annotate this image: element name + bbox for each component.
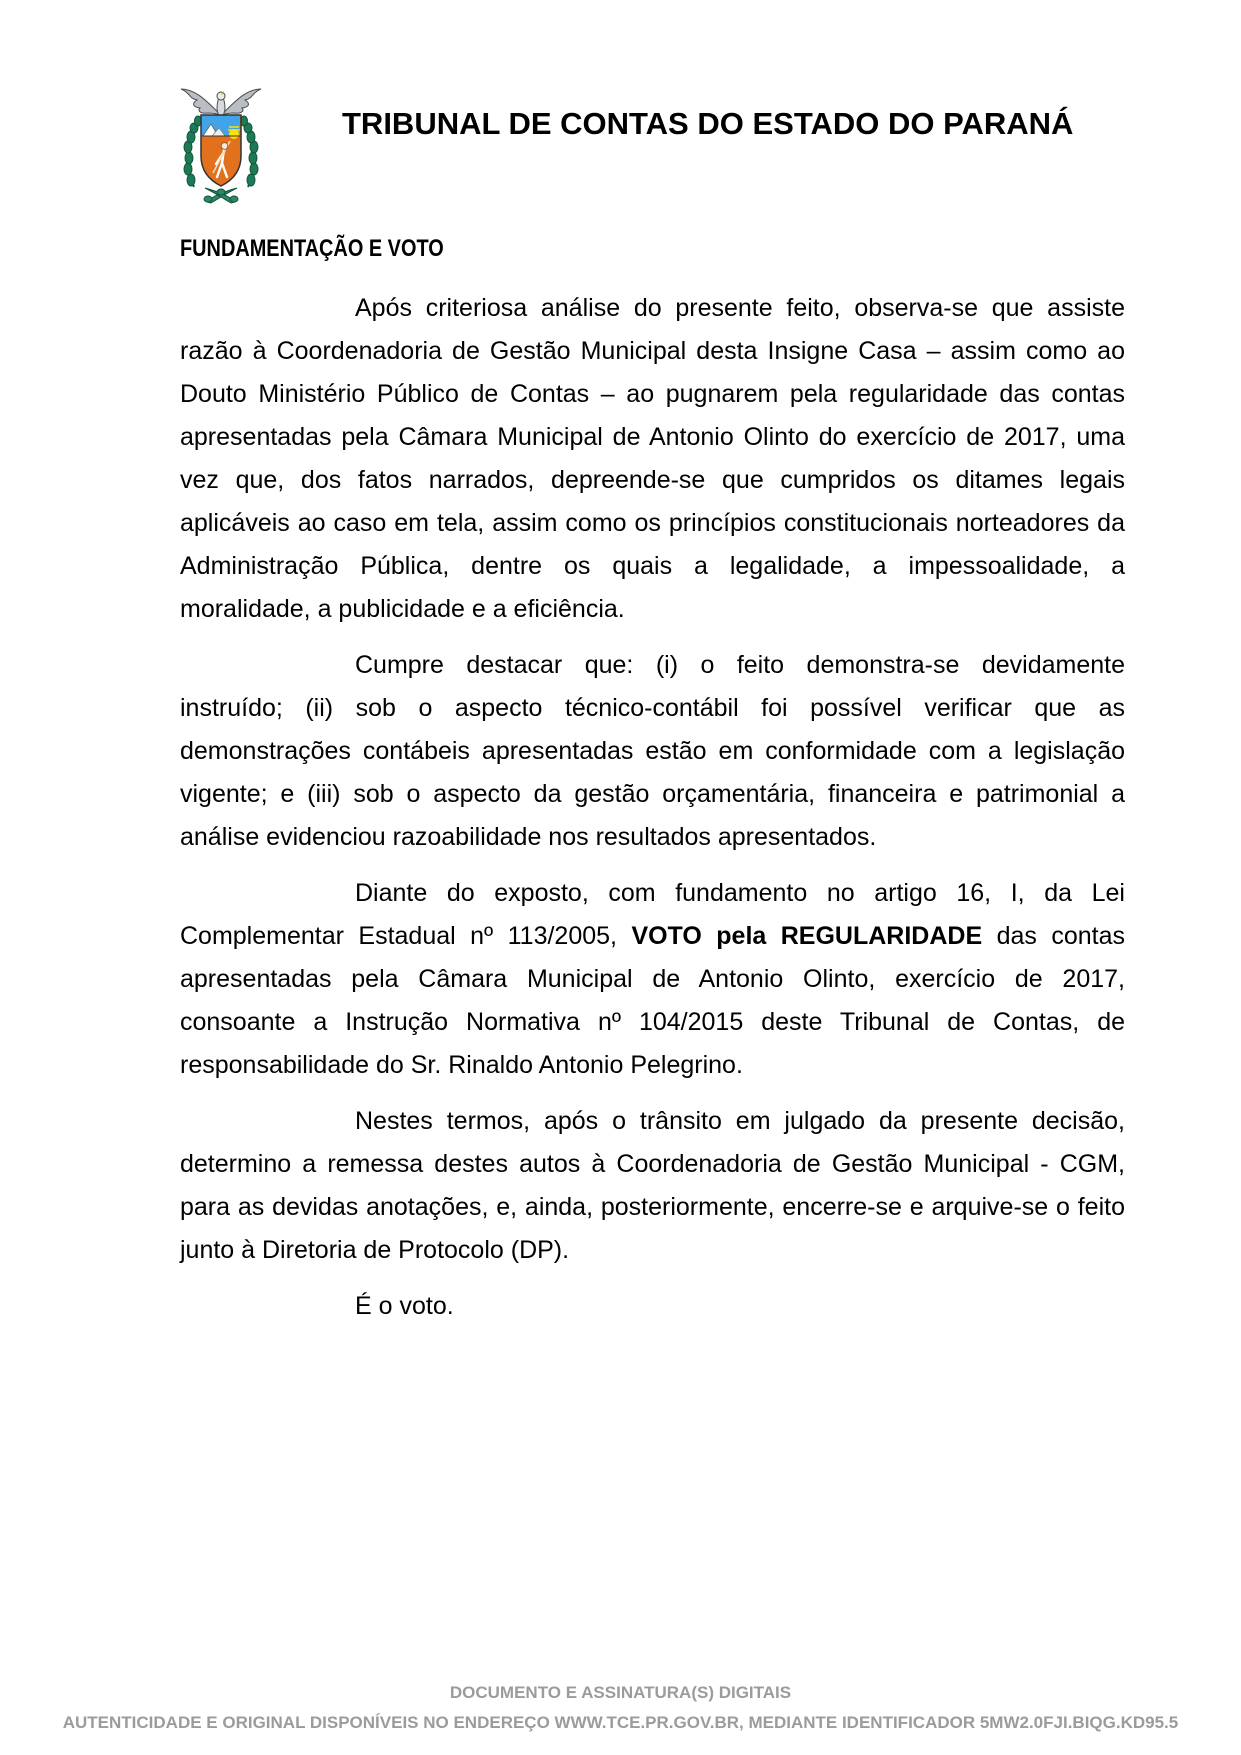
eagle-crest: [181, 89, 261, 117]
body-paragraph: Após criteriosa análise do presente feito, observa-se que assiste razão à Coordenadoria de Gestão Municipal desta Insigne Casa – assim como ao Douto Ministério Público de Contas – ao pugnarem pela regularidade das contas apresentadas pela Câmara Municipal de Antonio Olinto do exercício de 2017, uma vez que, dos fatos narrados, depreende-se que cumpridos os ditames legais aplicáveis ao caso em tela, assim como os princípios constitucionais norteadores da Administração Pública, dentre os quais a legalidade, a impessoalidade, a moralidade, a publicidade e a eficiência.: [180, 294, 1125, 623]
section-heading: FUNDAMENTAÇÃO E VOTO: [180, 235, 444, 262]
document-body: [180, 227, 1125, 1341]
body-paragraph: Diante do exposto, com fundamento no artigo 16, I, da Lei Complementar Estadual nº 113/2005, VOTO pela REGULARIDADE das contas apresentadas pela Câmara Municipal de Antonio Olinto, exercício de 2017, consoante a Instrução Normativa nº 104/2015 deste Tribunal de Contas, de responsabilidade do Sr. Rinaldo Antonio Pelegrino.: [180, 879, 1125, 1079]
page-footer: [0, 1678, 1241, 1738]
footer-digital-signature-note: DOCUMENTO E ASSINATURA(S) DIGITAIS: [449, 1683, 792, 1702]
body-paragraph: Nestes termos, após o trânsito em julgado da presente decisão, determino a remessa destes autos à Coordenadoria de Gestão Municipal - CGM, para as devidas anotações, e, ainda, posteriormente, encerre-se e arquive-se o feito junto à Diretoria de Protocolo (DP).: [180, 1107, 1125, 1264]
body-paragraph: Cumpre destacar que: (i) o feito demonstra-se devidamente instruído; (ii) sob o aspecto técnico-contábil foi possível verificar que as demonstrações contábeis apresentadas estão em conformidade com a legislação vigente; e (iii) sob o aspecto da gestão orçamentária, financeira e patrimonial a análise evidenciou razoabilidade nos resultados apresentados.: [180, 651, 1125, 851]
footer-authenticity-note: AUTENTICIDADE E ORIGINAL DISPONÍVEIS NO ENDEREÇO WWW.TCE.PR.GOV.BR, MEDIANTE IDENTIFICADOR 5MW2.0FJI.BIQG.KD95.5: [62, 1713, 1179, 1732]
parana-coat-of-arms-icon: [177, 84, 265, 206]
body-paragraph-closing: É o voto.: [355, 1292, 454, 1320]
institution-title: TRIBUNAL DE CONTAS DO ESTADO DO PARANÁ: [342, 106, 1074, 141]
